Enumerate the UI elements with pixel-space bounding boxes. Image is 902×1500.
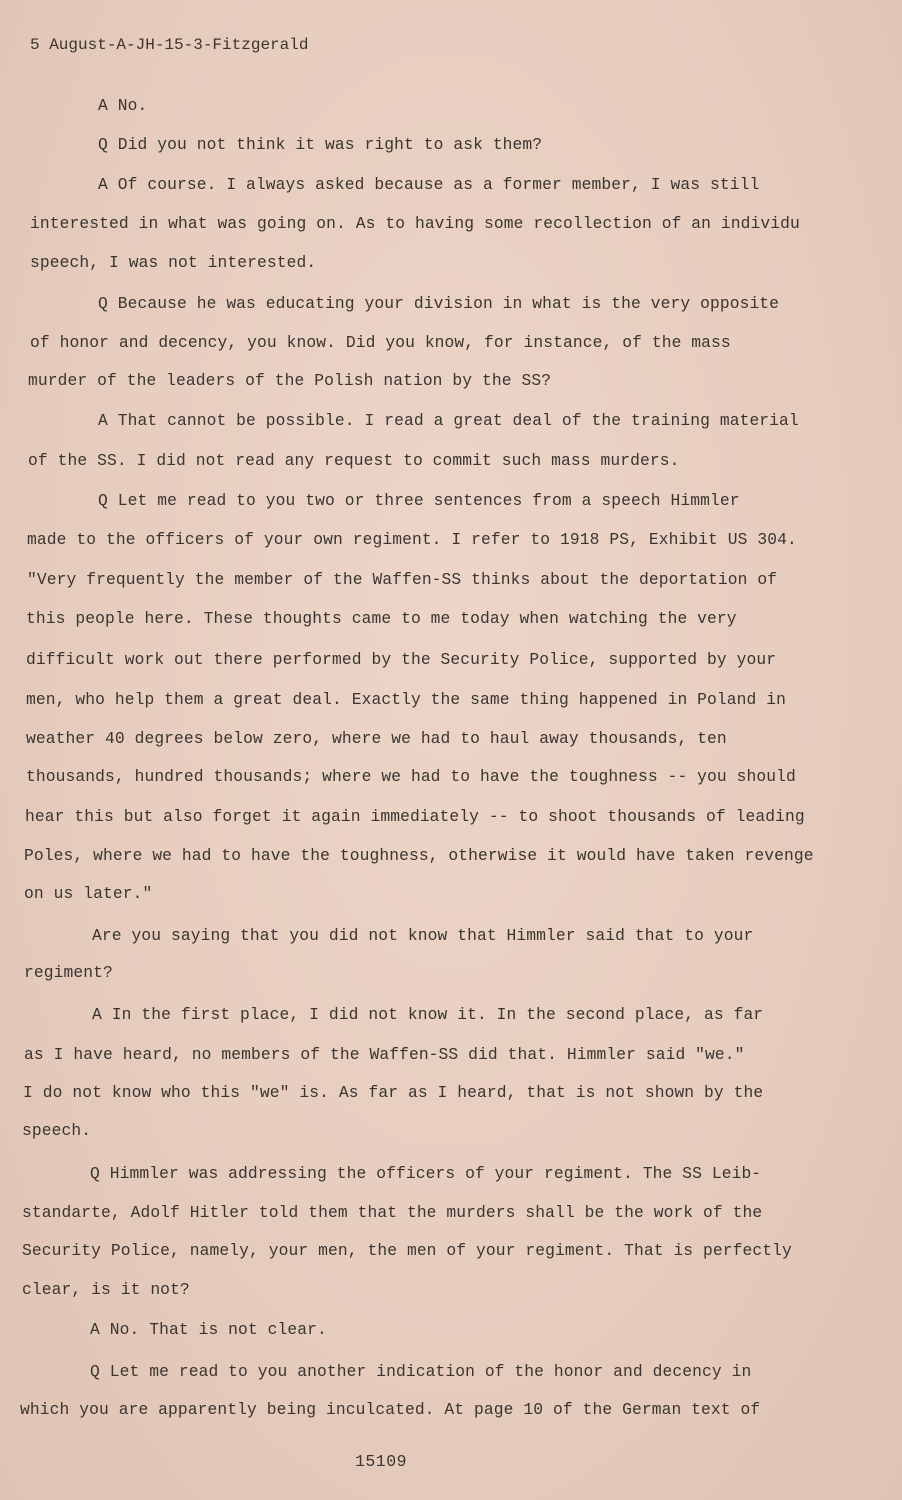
transcript-line: "Very frequently the member of the Waffen-SS thinks about the deportation of [27,570,778,589]
transcript-line: thousands, hundred thousands; where we had to have the toughness -- you should [26,767,796,786]
transcript-line: speech. [22,1121,92,1140]
transcript-line: Q Let me read to you two or three sentences from a speech Himmler [98,491,740,510]
transcript-line: A Of course. I always asked because as a former member, I was still [98,175,760,194]
transcript-line: A No. That is not clear. [90,1320,327,1339]
transcript-line: made to the officers of your own regiment. I refer to 1918 PS, Exhibit US 304. [27,530,797,549]
transcript-line: Security Police, namely, your men, the men of your regiment. That is perfectly [22,1241,792,1260]
transcript-line: Q Himmler was addressing the officers of your regiment. The SS Leib- [90,1164,762,1183]
transcript-line: regiment? [24,963,113,982]
transcript-line: clear, is it not? [22,1280,190,1299]
transcript-line: standarte, Adolf Hitler told them that the murders shall be the work of the [22,1203,763,1222]
transcript-line: interested in what was going on. As to having some recollection of an individu [30,214,800,233]
transcript-line: A No. [98,96,148,115]
transcript-line: weather 40 degrees below zero, where we had to haul away thousands, ten [26,729,727,748]
transcript-line: which you are apparently being inculcated. At page 10 of the German text of [20,1400,761,1419]
transcript-line: speech, I was not interested. [30,253,317,272]
transcript-line: murder of the leaders of the Polish nation by the SS? [28,371,552,390]
transcript-line: Are you saying that you did not know that Himmler said that to your [92,926,754,945]
transcript-line: Poles, where we had to have the toughness, otherwise it would have taken revenge [24,846,814,865]
page-number: 15109 [355,1452,408,1471]
transcript-line: men, who help them a great deal. Exactly the same thing happened in Poland in [26,690,787,709]
transcript-line: of the SS. I did not read any request to commit such mass murders. [28,451,680,470]
transcript-line: A In the first place, I did not know it. In the second place, as far [92,1005,764,1024]
document-reference-header: 5 August-A-JH-15-3-Fitzgerald [30,36,309,54]
transcript-line: A That cannot be possible. I read a great deal of the training material [98,411,799,430]
transcript-line: hear this but also forget it again immediately -- to shoot thousands of leading [25,807,805,826]
transcript-line: I do not know who this "we" is. As far as I heard, that is not shown by the [23,1083,764,1102]
transcript-line: difficult work out there performed by the Security Police, supported by your [26,650,777,669]
transcript-line: Q Did you not think it was right to ask them? [98,135,543,154]
transcript-line: of honor and decency, you know. Did you know, for instance, of the mass [30,333,731,352]
transcript-line: as I have heard, no members of the Waffen-SS did that. Himmler said "we." [24,1045,745,1064]
transcript-line: on us later." [24,884,153,903]
transcript-line: Q Because he was educating your division in what is the very opposite [98,294,780,313]
transcript-line: Q Let me read to you another indication of the honor and decency in [90,1362,752,1381]
transcript-line: this people here. These thoughts came to me today when watching the very [26,609,737,628]
